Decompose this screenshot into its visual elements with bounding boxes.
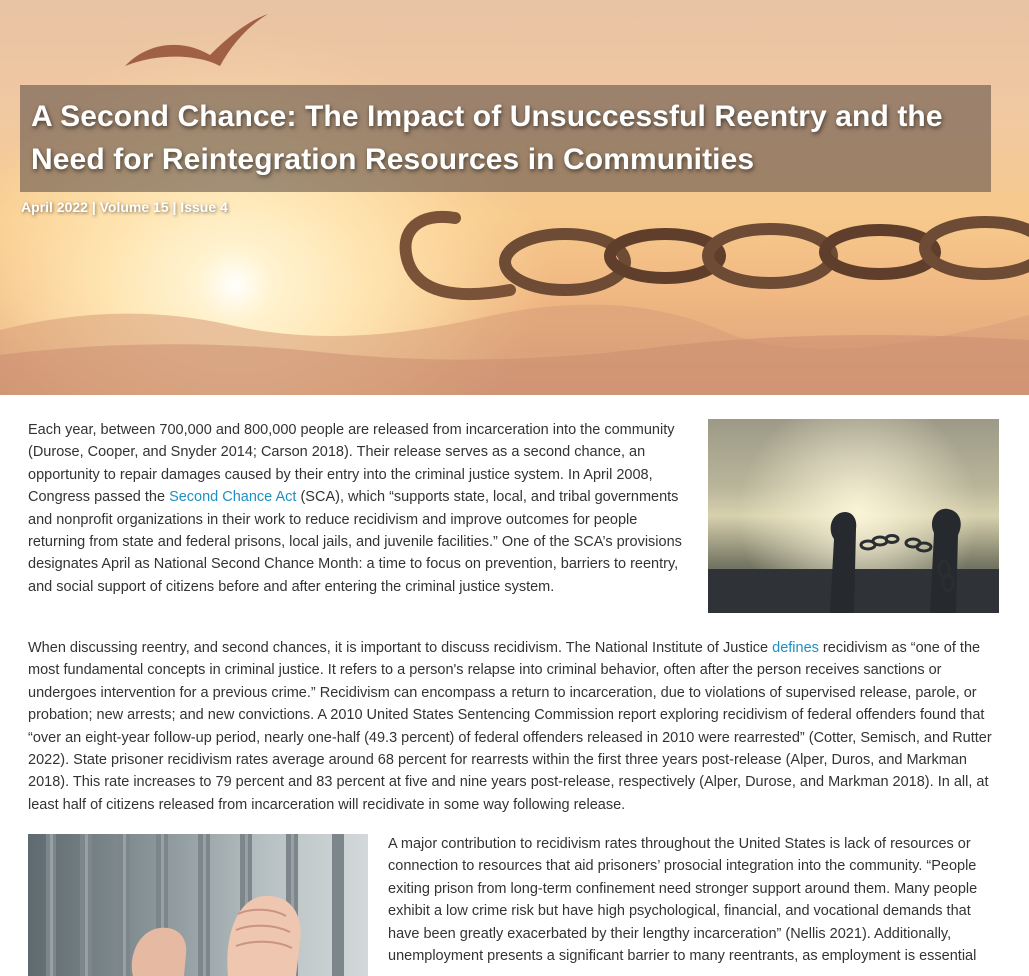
paragraph-intro xyxy=(28,419,693,598)
paragraph-resources: A major contribution to recidivism rates throughout the United States is lack of resources or connection to resources that aid prisoners’ prosocial integration into the community. “People exiting prison from long-term confinement need stronger support around them. Many people exhibit a low crime risk but have high psychological, financial, and vocational demands that have been greatly exacerbated by their lengthy incarceration” (Nellis 2021). Additionally, unemployment presents a significant barrier to many reentrants, as employment is essential xyxy=(388,836,978,965)
broken-chains-image xyxy=(708,419,999,613)
prison-bars-illustration xyxy=(28,834,368,976)
broken-chains-illustration xyxy=(708,419,999,613)
hero-illustration xyxy=(0,0,1029,395)
paragraph-recidivism xyxy=(28,637,1003,816)
second-chance-act-link[interactable]: Second Chance Act xyxy=(169,489,297,506)
paragraph-text: Each year, between 700,000 and 800,000 people are released from incarceration into the community (Durose, Cooper, and Snyder 2014; Carson 2018). Their release serves as a second chance, an opportunity to repair damages caused by their entry into the criminal justice system. In April 2008, Congress passed the xyxy=(28,422,675,506)
page-title: A Second Chance: The Impact of Unsuccessful Reentry and the Need for Reintegration Resources in Communities xyxy=(31,100,943,176)
issue-line: April 2022 | Volume 15 | Issue 4 xyxy=(21,199,228,215)
defines-link[interactable]: defines xyxy=(772,640,819,656)
paragraph-text: (SCA), which “supports state, local, and tribal governments and nonprofit organizations in their work to reduce recidivism and improve outcomes for people returning from state and federal prisons, local jails, and juvenile facilities.” One of the SCA’s provisions designates April as National Second Chance Month: a time to focus on prevention, barriers to reentry, and social support of citizens before and after entering the criminal justice system. xyxy=(28,489,682,595)
title-box xyxy=(20,85,991,192)
paragraph-text: recidivism as “one of the most fundamental concepts in criminal justice. It refers to a person's relapse into criminal behavior, often after the person receives sanctions or undergoes intervention for a previous crime.” Recidivism can encompass a return to incarceration, due to violations of supervised release, parole, or probation; new arrests; and new convictions. A 2010 United States Sentencing Commission report exploring recidivism of federal offenders found that “over an eight-year follow-up period, nearly one-half (49.3 percent) of federal offenders released in 2010 were rearrested” (Cotter, Semisch, and Rutter 2022). State prisoner recidivism rates average around 68 percent for rearrests within the first three years post-release (Alper, Duros, and Markman 2018). This rate increases to 79 percent and 83 percent at five and nine years post-release, respectively (Alper, Durose, and Markman 2018). In all, at least half of citizens released from incarceration will recidivate in some way following release. xyxy=(28,640,992,813)
prison-bars-image xyxy=(28,834,368,976)
paragraph-text: When discussing reentry, and second chances, it is important to discuss recidivism. The National Institute of Justice xyxy=(28,640,773,656)
hero-banner xyxy=(0,0,1029,395)
